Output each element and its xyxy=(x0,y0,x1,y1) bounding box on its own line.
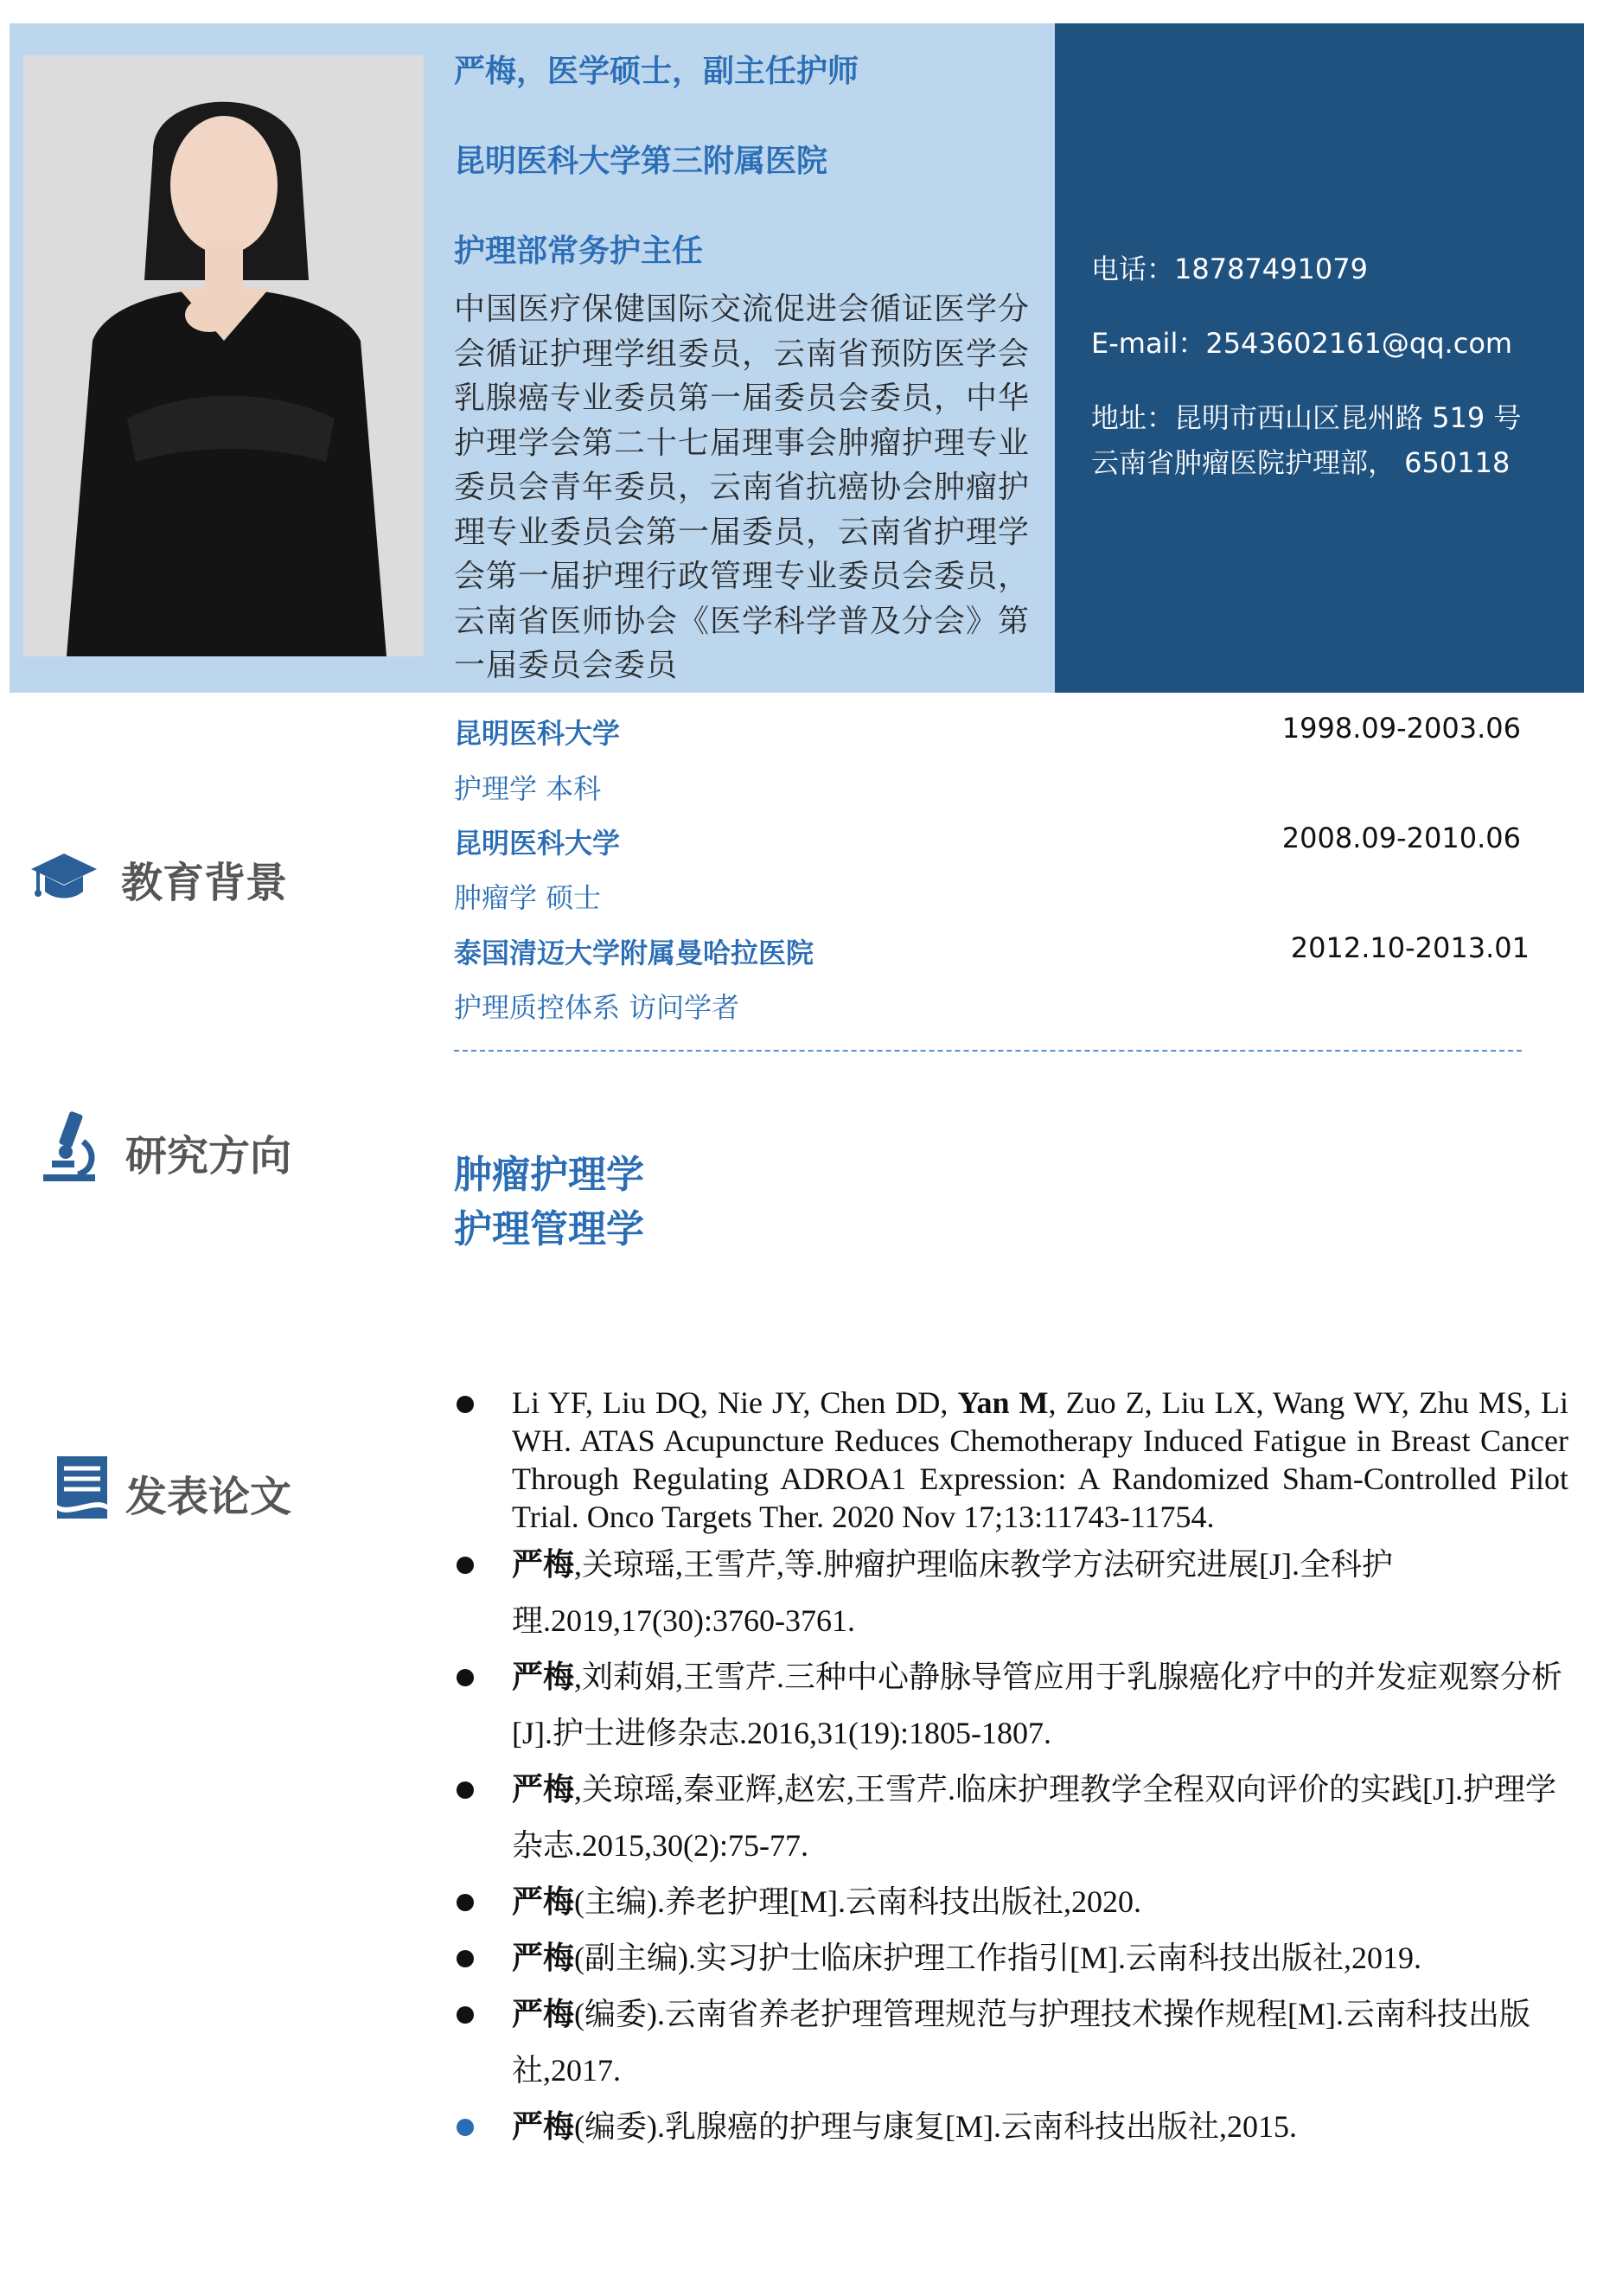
contact-address-line1: 地址：昆明市西山区昆州路 519 号 xyxy=(1091,401,1522,434)
name-title: 严梅，医学硕士，副主任护师 xyxy=(454,54,859,89)
section-title-research: 研究方向 xyxy=(125,1132,292,1180)
microscope-icon xyxy=(35,1107,104,1176)
edu-school-2: 昆明医科大学 xyxy=(454,827,621,860)
publication-bullet xyxy=(457,1894,474,1911)
publication-bullet xyxy=(457,1950,474,1967)
publication-item-4: 严梅,关琼瑶,秦亚辉,赵宏,王雪芹.临床护理教学全程双向评价的实践[J].护理学杂志.2015,30(2):75-77. xyxy=(512,1772,1557,1863)
edu-major-3: 护理质控体系 访问学者 xyxy=(454,991,740,1024)
edu-school-3: 泰国清迈大学附属曼哈拉医院 xyxy=(454,937,814,969)
hospital-name: 昆明医科大学第三附属医院 xyxy=(454,144,828,179)
publication-item-5: 严梅(主编).养老护理[M].云南科技出版社,2020. xyxy=(512,1884,1141,1919)
contact-phone: 电话：18787491079 xyxy=(1091,253,1368,285)
publication-bullet xyxy=(457,1396,474,1413)
publication-item-6: 严梅(副主编).实习护士临床护理工作指引[M].云南科技出版社,2019. xyxy=(512,1941,1421,1975)
section-title-education: 教育背景 xyxy=(121,859,288,907)
edu-period-2: 2008.09-2010.06 xyxy=(1281,822,1521,854)
graduation-cap-icon xyxy=(29,843,99,912)
publication-item-7: 严梅(编委).云南省养老护理管理规范与护理技术操作规程[M].云南科技出版社,2017. xyxy=(512,1997,1530,2088)
edu-major-1: 护理学 本科 xyxy=(454,772,602,805)
contact-address-line2: 云南省肿瘤医院护理部， 650118 xyxy=(1091,446,1511,479)
research-topic-2: 护理管理学 xyxy=(454,1207,644,1251)
publication-item-1: Li YF, Liu DQ, Nie JY, Chen DD, Yan M, Zuo Z, Liu LX, Wang WY, Zhu MS, Li WH. ATAS Acupuncture Reduces Chemotherapy Induced Fatigue in Breast Cancer Through Regulating ADROA1 Expression: A Randomized Sham-Controlled Pilot Trial. Onco Targets Ther. 2020 Nov 17;13:11743-11754. xyxy=(512,1385,1568,1534)
section-divider xyxy=(454,1050,1522,1052)
biography-text: 中国医疗保健国际交流促进会循证医学分会循证护理学组委员，云南省预防医学会乳腺癌专业委员第一届委员会委员，中华护理学会第二十七届理事会肿瘤护理专业委员会青年委员，云南省抗癌协会肿瘤护理专业委员会第一届委员，云南省护理学会第一届护理行政管理专业委员会委员，云南省医师协会《医学科学普及分会》第一届委员会委员 xyxy=(454,291,1031,683)
publication-item-2: 严梅,关琼瑶,王雪芹,等.肿瘤护理临床教学方法研究进展[J].全科护理.2019,17(30):3760-3761. xyxy=(512,1547,1394,1638)
edu-major-2: 肿瘤学 硕士 xyxy=(454,881,602,914)
research-topic-1: 肿瘤护理学 xyxy=(454,1153,644,1197)
edu-period-1: 1998.09-2003.06 xyxy=(1281,712,1521,745)
publication-bullet xyxy=(457,2119,474,2136)
section-title-publications: 发表论文 xyxy=(125,1473,292,1521)
publication-bullet xyxy=(457,1669,474,1686)
edu-school-1: 昆明医科大学 xyxy=(454,717,621,750)
contact-email: E-mail：2543602161@qq.com xyxy=(1091,327,1513,360)
publication-bullet xyxy=(457,1781,474,1799)
profile-photo xyxy=(23,55,424,656)
publication-item-8: 严梅(编委).乳腺癌的护理与康复[M].云南科技出版社,2015. xyxy=(512,2109,1297,2144)
document-icon xyxy=(52,1453,121,1522)
position-title: 护理部常务护主任 xyxy=(454,233,704,269)
edu-period-3: 2012.10-2013.01 xyxy=(1290,931,1530,964)
publication-item-3: 严梅,刘莉娟,王雪芹.三种中心静脉导管应用于乳腺癌化疗中的并发症观察分析[J].护士进修杂志.2016,31(19):1805-1807. xyxy=(512,1660,1563,1750)
publication-bullet xyxy=(457,2006,474,2024)
publication-bullet xyxy=(457,1557,474,1574)
